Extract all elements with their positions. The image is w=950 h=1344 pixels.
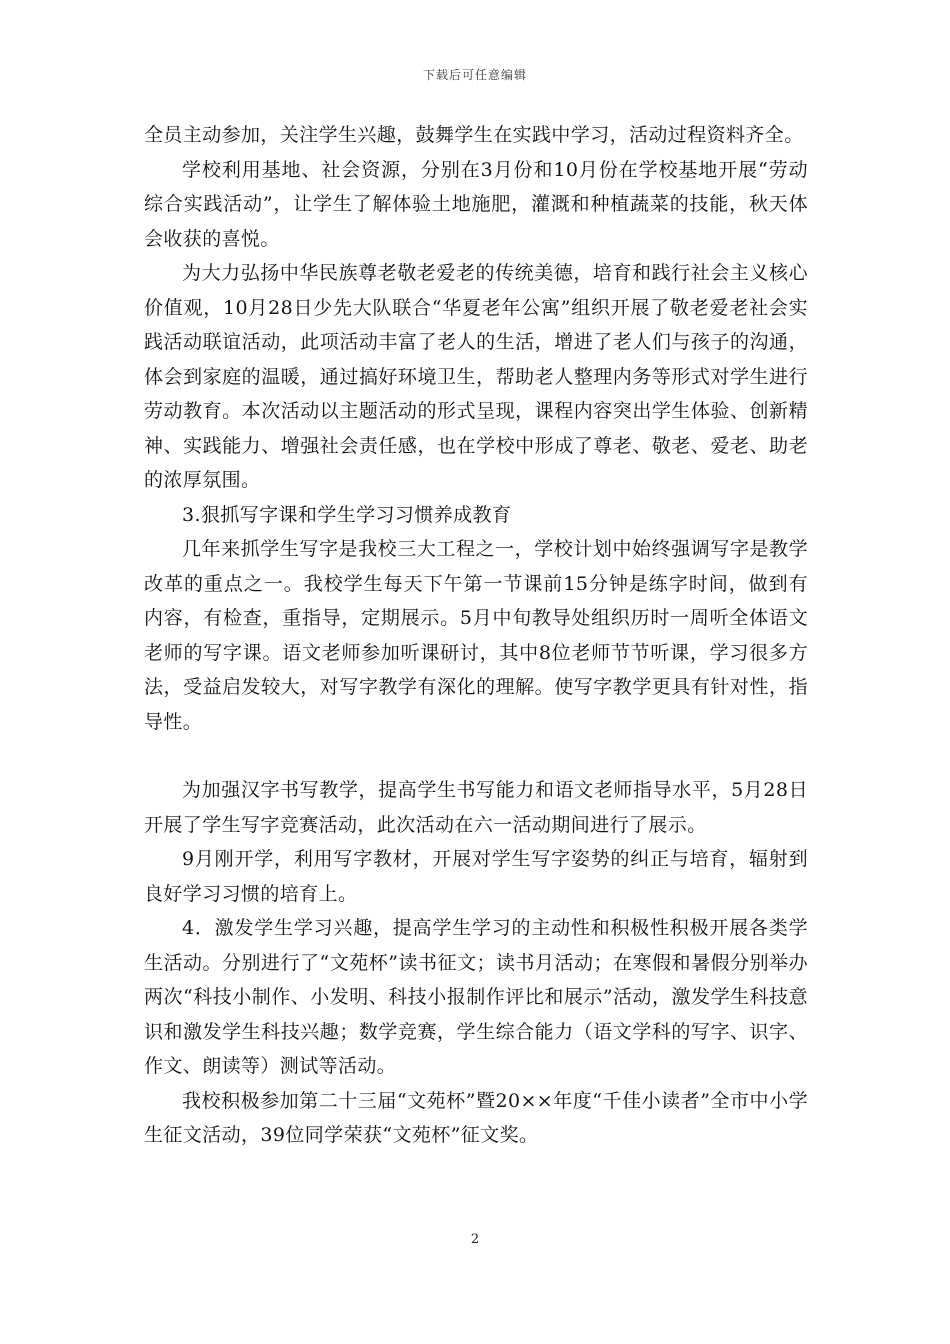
paragraph-continuation: 全员主动参加，关注学生兴趣，鼓舞学生在实践中学习，活动过程资料齐全。 — [144, 124, 804, 146]
blank-line — [144, 739, 808, 773]
section-heading-writing: 3.狠抓写字课和学生学习习惯养成教育 — [182, 503, 512, 526]
paragraph-essay-award: 我校积极参加第二十三届“文苑杯”暨20××年度“千佳小读者”全市中小学生征文活动，39位同学荣获“文苑杯”征文奖。 — [144, 1089, 808, 1146]
page-number: 2 — [470, 1232, 480, 1247]
paragraph-writing-project: 几年来抓学生写字是我校三大工程之一，学校计划中始终强调写字是教学改革的重点之一。我校学生每天下午第一节课前15分钟是练字时间，做到有内容，有检查，重指导，定期展示。5月中旬教导处组织历时一周听全体语文老师的写字课。语文老师参加听课研讨，其中8位老师节节听课，学习很多方法，受益启发较大，对写字教学有深化的理解。使写字教学更具有针对性，指导性。 — [144, 538, 808, 733]
paragraph-writing-competition: 为加强汉字书写教学，提高学生书写能力和语文老师指导水平，5月28日开展了学生写字竞赛活动，此次活动在六一活动期间进行了展示。 — [144, 779, 808, 836]
paragraph-student-activities: 4．激发学生学习兴趣，提高学生学习的主动性和积极性积极开展各类学生活动。分别进行了“文苑杯”读书征文；读书月活动；在寒假和暑假分别举办两次“科技小制作、小发明、科技小报制作评比和展示”活动，激发学生科技意识和激发学生科技兴趣；数学竞赛，学生综合能力（语文学科的写字、识字、作文、朗读等）测试等活动。 — [144, 917, 808, 1077]
page-header: 下载后可任意编辑 — [422, 68, 527, 82]
paragraph-labor-practice: 学校利用基地、社会资源，分别在3月份和10月份在学校基地开展“劳动综合实践活动”，让学生了解体验土地施肥，灌溉和种植蔬菜的技能，秋天体会收获的喜悦。 — [144, 158, 808, 250]
document-body — [144, 118, 808, 1153]
paragraph-writing-posture: 9月刚开学，利用写字教材，开展对学生写字姿势的纠正与培育，辐射到良好学习习惯的培育上。 — [144, 848, 808, 905]
paragraph-elderly-respect: 为大力弘扬中华民族尊老敬老爱老的传统美德，培育和践行社会主义核心价值观，10月28日少先大队联合“华夏老年公寓”组织开展了敬老爱老社会实践活动联谊活动，此项活动丰富了老人的生活，增进了老人们与孩子的沟通，体会到家庭的温暖，通过搞好环境卫生，帮助老人整理内务等形式对学生进行劳动教育。本次活动以主题活动的形式呈现，课程内容突出学生体验、创新精神、实践能力、增强社会责任感，也在学校中形成了尊老、敬老、爱老、助老的浓厚氛围。 — [144, 262, 808, 491]
